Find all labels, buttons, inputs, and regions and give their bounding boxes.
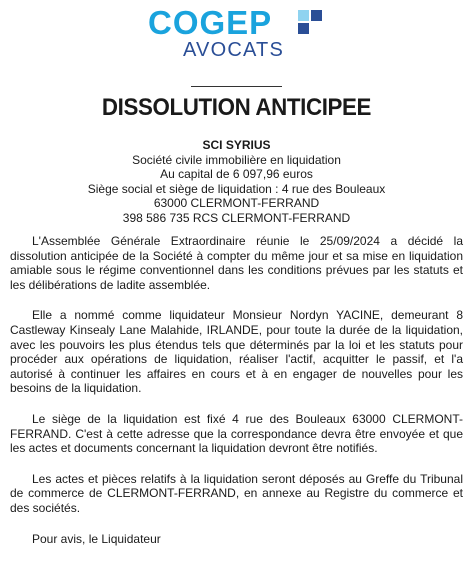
notice-title: DISSOLUTION ANTICIPEE: [101, 94, 372, 121]
logo-brand-text: COGEP: [148, 4, 273, 41]
signature-line: Pour avis, le Liquidateur: [32, 531, 161, 546]
company-line: Siège social et siège de liquidation : 4 rue des Bouleaux: [87, 181, 386, 196]
paragraph-dissolution: L'Assemblée Générale Extraordinaire réunie le 25/09/2024 a décidé la dissolution anticipée de la Société à compter du même jour et sa mise en liquidation amiable sous le régime conventionnel dans les conditions prévues par les statuts et les délibérations de ladite assemblée.: [10, 234, 463, 292]
notice-body: [10, 234, 463, 562]
paragraph-liquidator: Elle a nommé comme liquidateur Monsieur Nordyn YACINE, demeurant 8 Castleway Kinsealy Lane Malahide, IRLANDE, pour toute la durée de la liquidation, avec les pouvoirs les plus étendus tels que déterminés par la loi et les statuts pour procéder aux opérations de liquidation, réaliser l'actif, acquitter le passif, et l'a autorisé à continuer les affaires en cours et à en engager de nouvelles pour les besoins de la liquidation.: [10, 308, 463, 396]
title-divider: [191, 86, 282, 87]
paragraph-seat: Le siège de la liquidation est fixé 4 rue des Bouleaux 63000 CLERMONT-FERRAND. C'est à cette adresse que la correspondance devra être envoyée et que les actes et documents concernant la liquidation devront être notifiés.: [10, 411, 463, 456]
logo-subtitle: AVOCATS: [183, 39, 285, 61]
company-name: SCI SYRIUS: [202, 138, 271, 152]
company-line: Société civile immobilière en liquidation: [132, 152, 341, 167]
company-header: [0, 138, 473, 226]
company-line: 398 586 735 RCS CLERMONT-FERRAND: [122, 210, 351, 225]
cogep-logo: [0, 4, 473, 60]
company-line: 63000 CLERMONT-FERRAND: [153, 196, 320, 211]
company-line: Au capital de 6 097,96 euros: [160, 167, 313, 182]
paragraph-filing: Les actes et pièces relatifs à la liquidation seront déposés au Greffe du Tribunal de commerce de CLERMONT-FERRAND, en annexe au Registre du commerce et des sociétés.: [10, 471, 463, 515]
logo-squares-icon: [298, 10, 326, 34]
